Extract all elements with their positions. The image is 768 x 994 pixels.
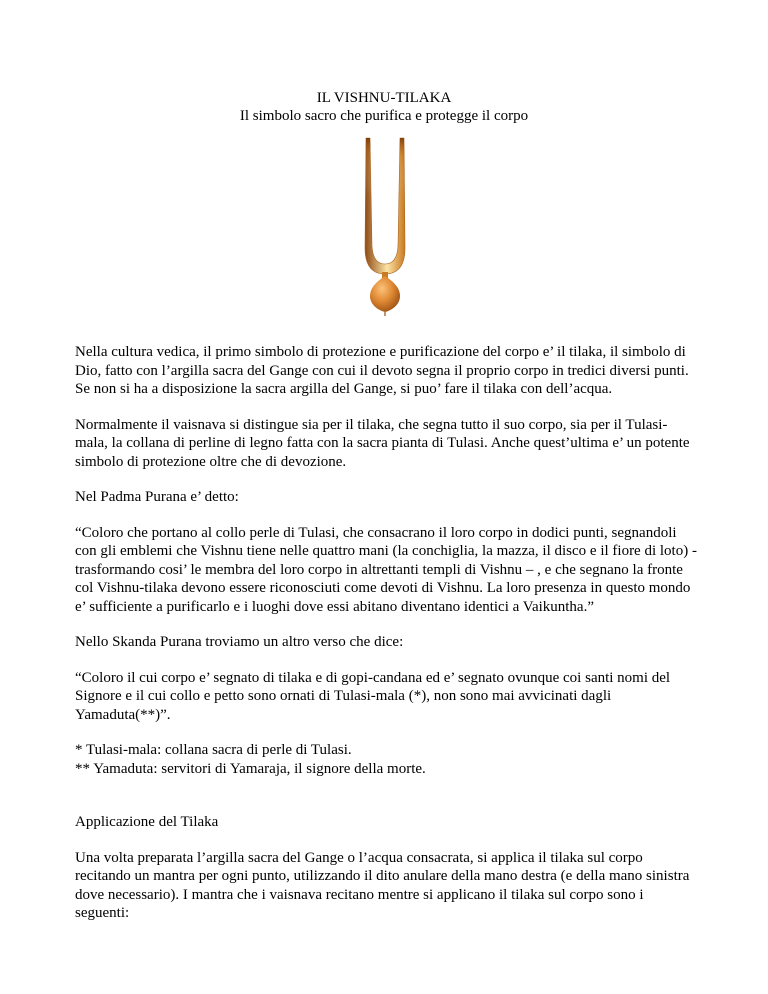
document-subtitle: Il simbolo sacro che purifica e protegge il corpo bbox=[239, 108, 529, 124]
document-title: IL VISHNU-TILAKA bbox=[316, 90, 452, 106]
footnote-tulasi-mala: * Tulasi-mala: collana sacra di perle di Tulasi. bbox=[75, 742, 352, 758]
paragraph-intro: Nella cultura vedica, il primo simbolo di protezione e purificazione del corpo e’ il tilaka, il simbolo di Dio, fatto con l’argilla sacra del Gange con cui il devoto segna il proprio corpo in tredici diversi punti. Se non si ha a disposizione la sacra argilla del Gange, si puo’ fare il tilaka con dell’acqua. bbox=[75, 344, 689, 397]
footnote-yamaduta: ** Yamaduta: servitori di Yamaraja, il signore della morte. bbox=[75, 760, 426, 777]
paragraph-vaisnava: Normalmente il vaisnava si distingue sia per il tilaka, che segna tutto il suo corpo, sia per il Tulasi-mala, la collana di perline di legno fatta con la sacra pianta di Tulasi. Anche quest’ultima e’ un potente simbolo di protezione oltre che di devozione. bbox=[75, 416, 690, 470]
quote-skanda-purana: “Coloro il cui corpo e’ segnato di tilaka e di gopi-candana ed e’ segnato ovunque coi santi nomi del Signore e il cui collo e petto sono ornati di Tulasi-mala (*), non sono mai avvicinati dagli Yamaduta(**)”. bbox=[75, 669, 671, 723]
paragraph-padma-intro: Nel Padma Purana e’ detto: bbox=[75, 489, 239, 505]
paragraph-skanda-intro: Nello Skanda Purana troviamo un altro verso che dice: bbox=[75, 634, 404, 650]
document-body bbox=[75, 343, 697, 940]
paragraph-applicazione: Una volta preparata l’argilla sacra del Gange o l’acqua consacrata, si applica il tilaka sul corpo recitando un mantra per ogni punto, utilizzando il dito anulare della mano destra (e della mano sinistra dove necessario). I mantra che i vaisnava recitano mentre si applicano il tilaka sul corpo sono i seguenti: bbox=[75, 849, 690, 921]
vishnu-tilaka-icon bbox=[356, 136, 414, 316]
quote-padma-purana: “Coloro che portano al collo perle di Tulasi, che consacrano il loro corpo in dodici punti, segnandoli con gli emblemi che Vishnu tiene nelle quattro mani (la conchiglia, la mazza, il disco e il fiore di loto) - trasformando cosi’ le membra del loro corpo in altrettanti templi di Vishnu – , e che segnano la fronte col Vishnu-tilaka devono essere riconosciuti come devoti di Vishnu. La loro presenza in questo mondo e’ sufficiente a purificarlo e i luoghi dove essi abitano diventano identici a Vaikuntha.” bbox=[75, 524, 697, 615]
section-title-applicazione: Applicazione del Tilaka bbox=[75, 814, 219, 830]
